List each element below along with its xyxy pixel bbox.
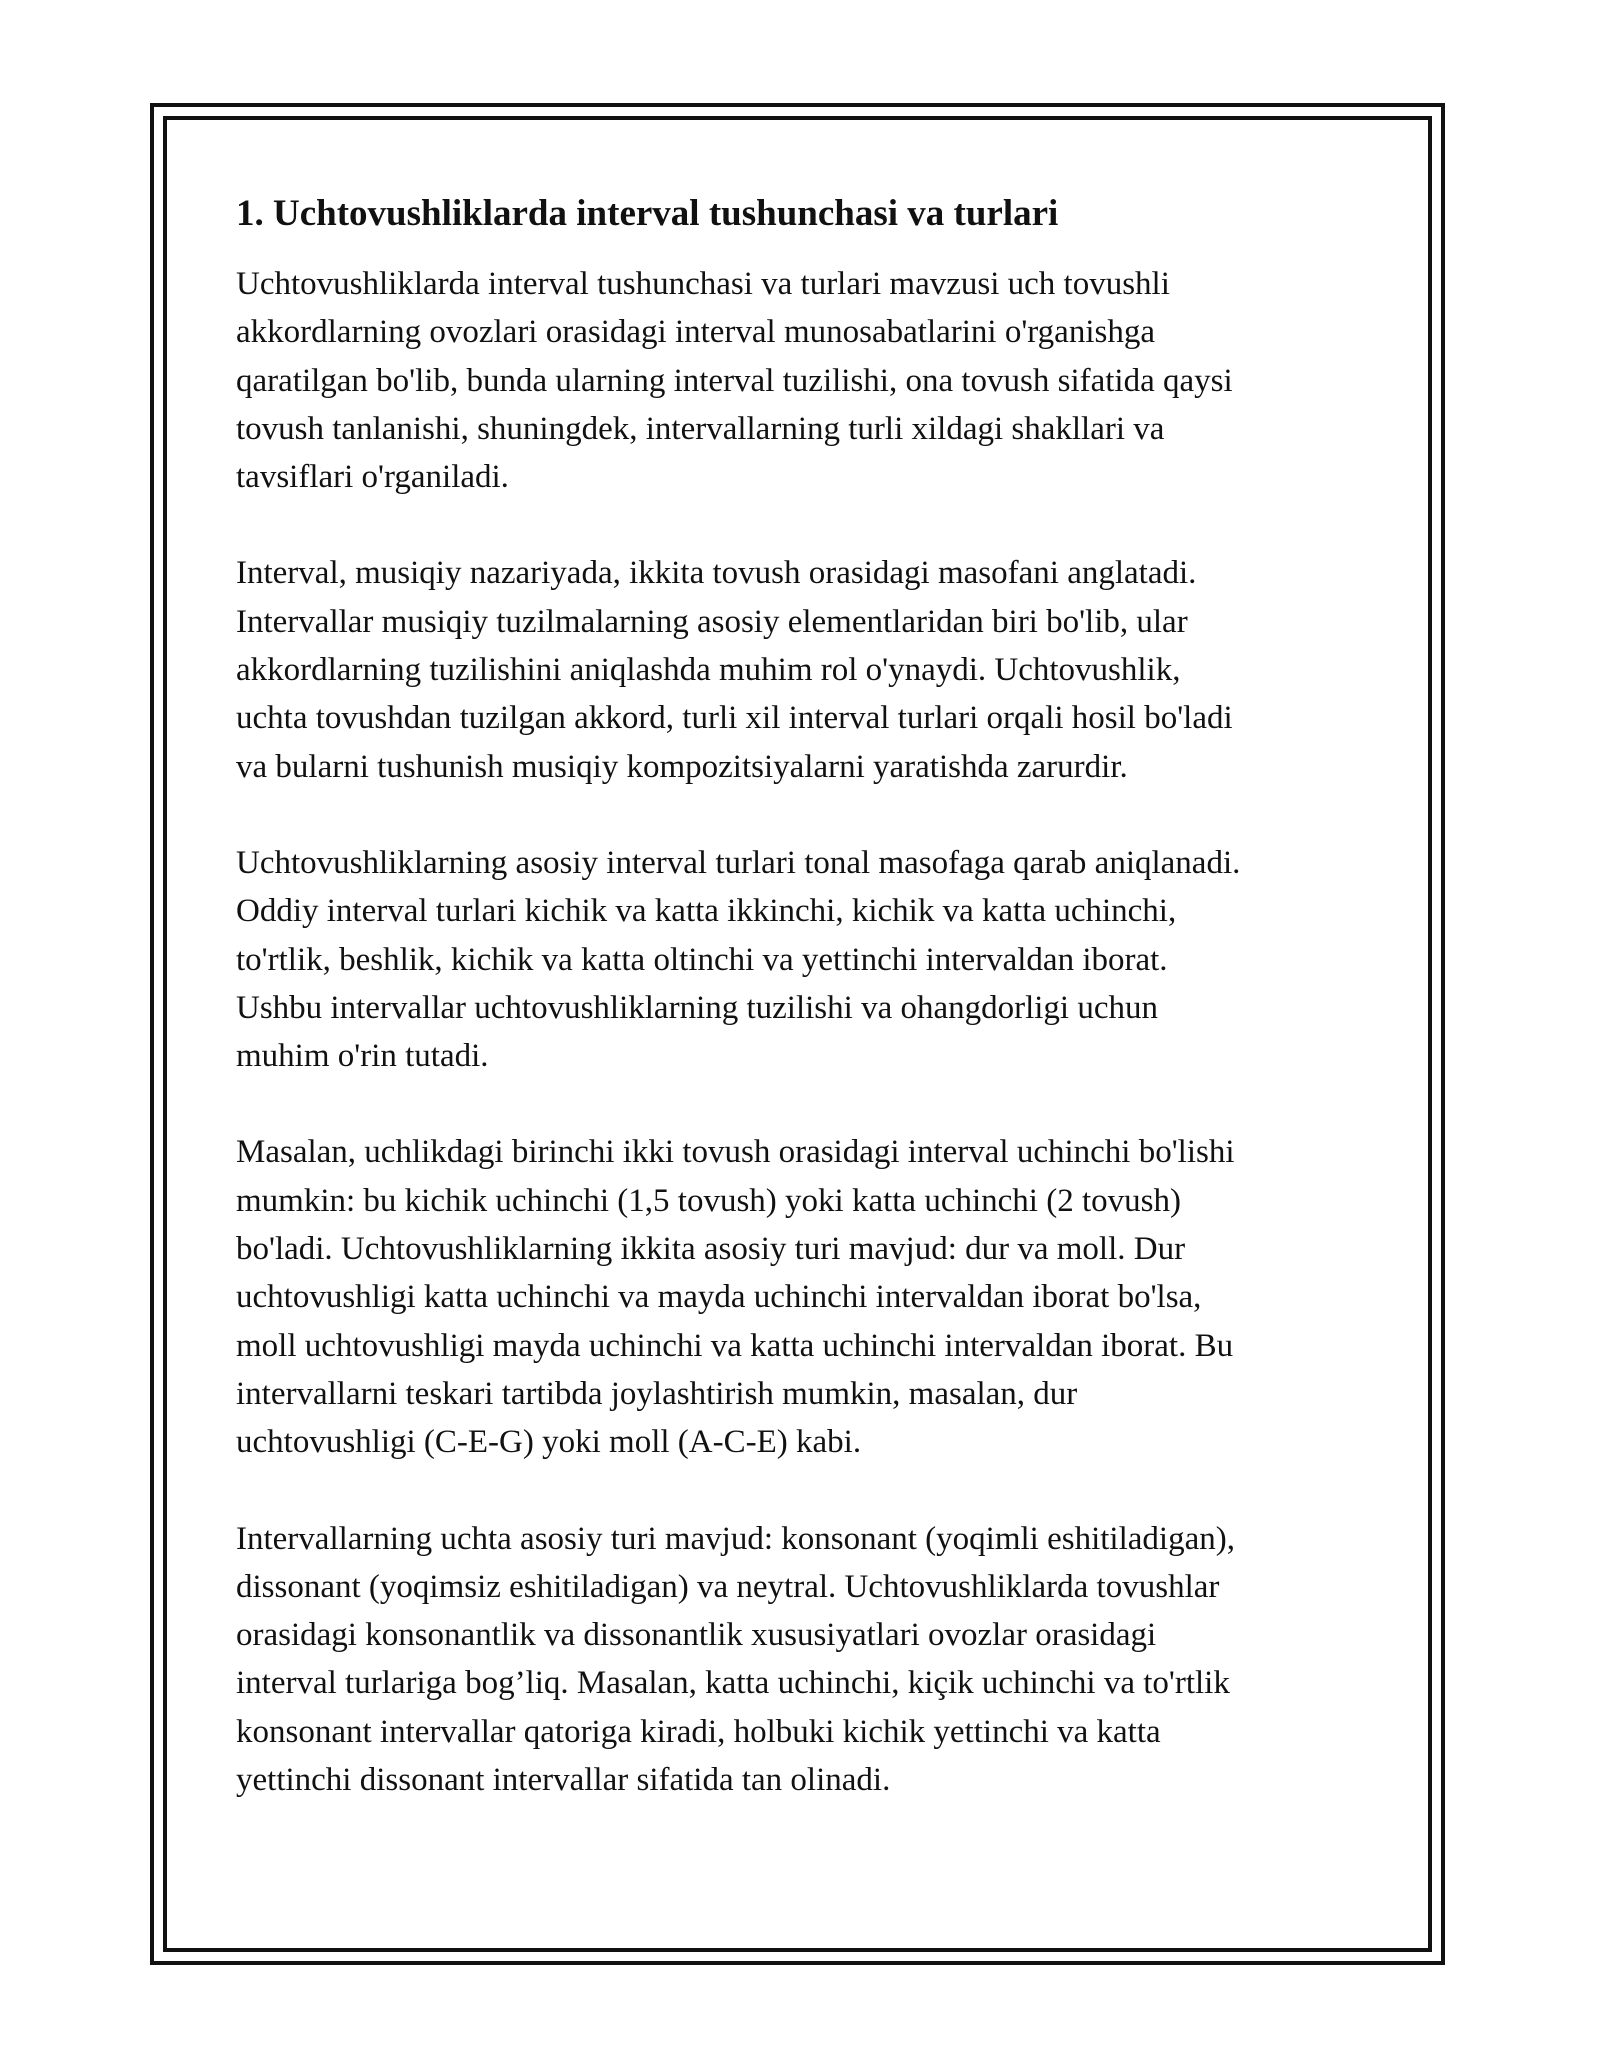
paragraph-2: Interval, musiqiy nazariyada, ikkita tovush orasidagi masofani anglatadi. Intervallar musiqiy tuzilmalarning asosiy elementlaridan biri bo'lib, ular akkordlarning tuzilishini aniqlashda muhim rol o'ynaydi. Uchtovushlik, uchta tovushdan tuzilgan akkord, turli xil interval turlari orqali hosil bo'ladi va bularni tushunish musiqiy kompozitsiyalarni yaratishda zarurdir. [236, 555, 1233, 785]
document-body [236, 188, 1366, 1852]
paragraph-4: Masalan, uchlikdagi birinchi ikki tovush orasidagi interval uchinchi bo'lishi mumkin: bu kichik uchinchi (1,5 tovush) yoki katta uchinchi (2 tovush) bo'ladi. Uchtovushliklarning ikkita asosiy turi mavjud: dur va moll. Dur uchtovushligi katta uchinchi va mayda uchinchi intervaldan iborat bo'lsa, moll uchtovushligi mayda uchinchi va katta uchinchi intervaldan iborat. Bu intervallarni teskari tartibda joylashtirish mumkin, masalan, dur uchtovushligi (C-E-G) yoki moll (A-C-E) kabi. [236, 1134, 1235, 1461]
paragraph-5: Intervallarning uchta asosiy turi mavjud: konsonant (yoqimli eshitiladigan), dissonant (yoqimsiz eshitiladigan) va neytral. Uchtovushliklarda tovushlar orasidagi konsonantlik va dissonantlik xususiyatlari ovozlar orasidagi interval turlariga bog’liq. Masalan, katta uchinchi, kiçik uchinchi va to'rtlik konsonant intervallar qatoriga kiradi, holbuki kichik yettinchi va katta yettinchi dissonant intervallar sifatida tan olinadi. [236, 1520, 1235, 1799]
section-heading: 1. Uchtovushliklarda interval tushunchasi va turlari [236, 193, 1059, 234]
paragraph-3: Uchtovushliklarning asosiy interval turlari tonal masofaga qarab aniqlanadi. Oddiy interval turlari kichik va katta ikkinchi, kichik va katta uchinchi, to'rtlik, beshlik, kichik va katta oltinchi va yettinchi intervaldan iborat. Ushbu intervallar uchtovushliklarning tuzilishi va ohangdorligi uchun muhim o'rin tutadi. [236, 844, 1241, 1075]
paragraph-1: Uchtovushliklarda interval tushunchasi va turlari mavzusi uch tovushli akkordlarning ovozlari orasidagi interval munosabatlarini o'rganishga qaratilgan bo'lib, bunda ularning interval tuzilishi, ona tovush sifatida qaysi tovush tanlanishi, shuningdek, intervallarning turli xildagi shakllari va tavsiflari o'rganiladi. [236, 266, 1233, 496]
